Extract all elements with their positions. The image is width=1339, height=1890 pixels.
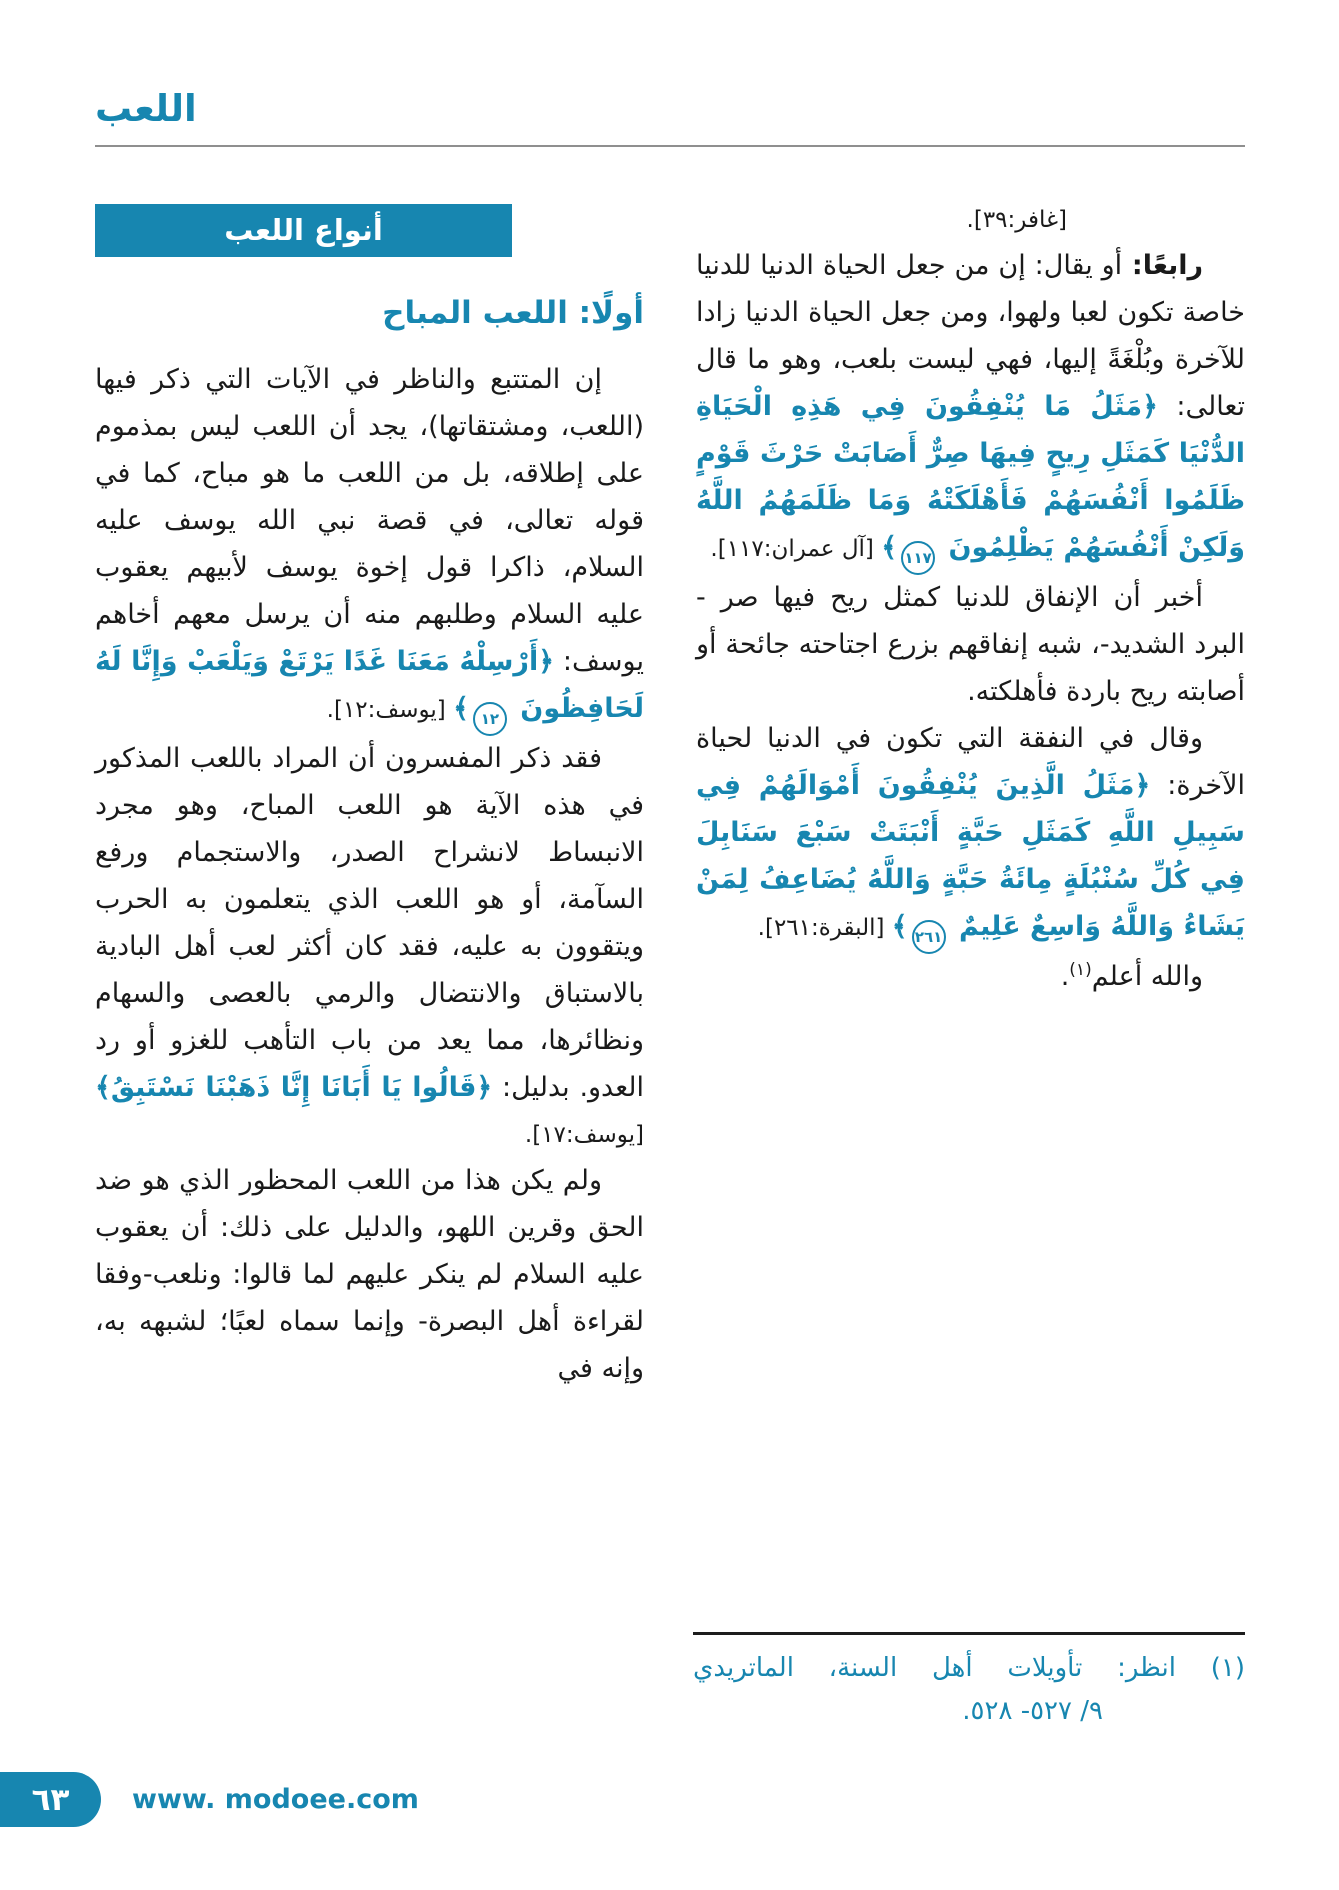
- column-right: [696, 196, 1245, 1001]
- publisher-website: www. modoee.com: [132, 1784, 419, 1815]
- chapter-title: اللعب: [95, 87, 197, 130]
- section-header-box: أنواع اللعب: [95, 204, 512, 257]
- verse-reference: [البقرة:٢٦١].: [757, 914, 892, 941]
- verse-reference-line: [696, 196, 1245, 243]
- footnote-marker: (١): [1069, 959, 1092, 980]
- page-number-badge: ٦٣: [0, 1772, 101, 1827]
- content-columns: [95, 196, 1245, 1393]
- body-text: ولم يكن هذا من اللعب المحظور الذي هو ضد الحق وقرين اللهو، والدليل على ذلك: أن يعقوب عليه السلام لم ينكر عليهم لما قالوا: ونلعب-وفقا لقراءة أهل البصرة- وإنما سماه لعبًا؛ لشبهه به، وإنه في: [95, 1165, 644, 1385]
- paragraph: [95, 736, 644, 1159]
- ayah-number-badge: ١١٧: [901, 541, 935, 575]
- footnote-text-continued: ٩/ ٥٢٧- ٥٢٨.: [962, 1695, 1103, 1726]
- body-text: فقد ذكر المفسرون أن المراد باللعب المذكور في هذه الآية هو اللعب المباح، وهو مجرد الانبساط لانشراح الصدر، والاستجمام ورفع السآمة، أو هو اللعب الذي يتعلمون به الحرب ويتقوون به عليه، فقد كان أكثر لعب أهل البادية بالاستباق والانتضال والرمي بالعصى والسهام ونظائرها، مما يعد من باب التأهب للغزو أو رد العدو. بدليل:: [95, 742, 644, 1103]
- body-text: إن المتتبع والناظر في الآيات التي ذكر فيها (اللعب، ومشتقاتها)، يجد أن اللعب ليس بمذموم على إطلاقه، بل من اللعب ما هو مباح، كما في قوله تعالى، في قصة نبي الله يوسف عليه السلام، ذاكرا قول إخوة يوسف لأبيهم يعقوب عليه السلام وطلبهم منه أن يرسل معهم أخاهم يوسف:: [95, 363, 645, 677]
- quran-verse: ﴾: [891, 910, 908, 942]
- ayah-number-badge: ٢٦١: [912, 920, 946, 954]
- paragraph: [696, 243, 1245, 575]
- verse-reference: [آل عمران:١١٧].: [710, 535, 882, 562]
- quran-verse: ﴾: [881, 531, 898, 563]
- quran-verse: ﴿قَالُوا يَا أَبَانَا إِنَّا ذَهَبْنَا نَسْتَبِقُ﴾: [95, 1071, 493, 1103]
- paragraph: [95, 357, 644, 736]
- body-text: أخبر أن الإنفاق للدنيا كمثل ريح فيها صر - البرد الشديد-، شبه إنفاقهم بزرع اجتاحته جائحة أو أصابته ريح باردة فأهلكته.: [696, 581, 1245, 707]
- quran-verse: ﴿مَثَلُ مَا يُنْفِقُونَ فِي هَذِهِ الْحَيَاةِ الدُّنْيَا كَمَثَلِ رِيحٍ فِيهَا صِرٌّ أَصَابَتْ حَرْثَ قَوْمٍ ظَلَمُوا أَنْفُسَهُمْ فَأَهْلَكَتْهُ وَمَا ظَلَمَهُمُ اللَّهُ وَلَكِنْ أَنْفُسَهُمْ يَظْلِمُونَ: [696, 390, 1245, 563]
- body-text: والله أعلم: [1091, 960, 1203, 992]
- verse-reference: [يوسف:١٧].: [524, 1122, 644, 1149]
- closing-phrase: [696, 954, 1245, 1001]
- column-left: [95, 196, 644, 1393]
- running-head: [95, 87, 1245, 147]
- verse-reference: [غافر:٣٩].: [966, 207, 1067, 233]
- verse-reference: [يوسف:١٢].: [326, 696, 454, 723]
- paragraph: [696, 716, 1245, 954]
- emphasis-text: رابعًا:: [1122, 249, 1204, 281]
- body-text: .: [1060, 960, 1070, 992]
- footnote-block: [693, 1632, 1245, 1733]
- body-text: وقال في النفقة التي تكون في الدنيا لحياة الآخرة:: [696, 722, 1245, 801]
- body-text: أو يقال: إن من جعل الحياة الدنيا للدنيا خاصة تكون لعبا ولهوا، ومن جعل الحياة الدنيا زادا للآخرة وبُلْغَةً إليها، فهي ليست بلعب، وهو ما قال تعالى:: [696, 249, 1245, 422]
- footnote-separator: [693, 1632, 1245, 1635]
- quran-verse: ﴾: [453, 692, 469, 724]
- ayah-number-badge: ١٢: [473, 702, 507, 736]
- quran-verse: ﴿مَثَلُ الَّذِينَ يُنْفِقُونَ أَمْوَالَهُمْ فِي سَبِيلِ اللَّهِ كَمَثَلِ حَبَّةٍ أَنْبَتَتْ سَبْعَ سَنَابِلَ فِي كُلِّ سُنْبُلَةٍ مِائَةُ حَبَّةٍ وَاللَّهُ يُضَاعِفُ لِمَنْ يَشَاءُ وَاللَّهُ وَاسِعٌ عَلِيمٌ: [696, 769, 1245, 942]
- paragraph: [696, 575, 1245, 716]
- quran-verse: ﴿أَرْسِلْهُ مَعَنَا غَدًا يَرْتَعْ وَيَلْعَبْ وَإِنَّا لَهُ لَحَافِظُونَ: [95, 645, 644, 724]
- footnote-text: (١) انظر: تأويلات أهل السنة، الماتريدي: [693, 1653, 1245, 1683]
- paragraph: [95, 1158, 644, 1393]
- subsection-heading: أولًا: اللعب المباح: [382, 295, 644, 331]
